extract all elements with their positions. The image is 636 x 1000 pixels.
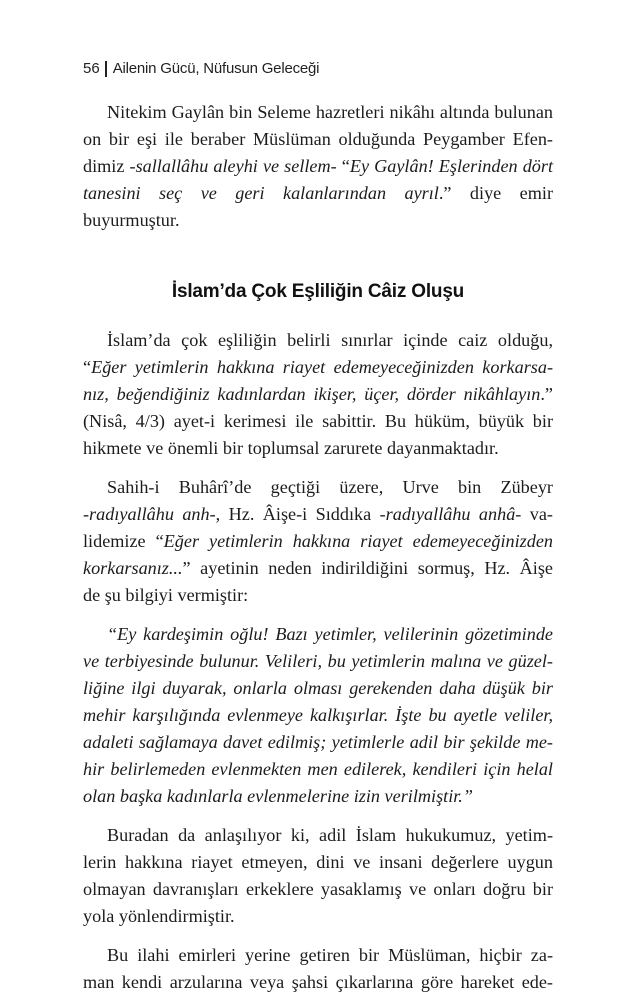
text-line: korkarsanız...” ayetinin neden indirildiğini sormuş, Hz. Âişe <box>83 558 553 578</box>
text-line: olan başka kadınlarla evlenmelerine izin verilmiştir.” <box>83 786 473 806</box>
text-line: liğine ilgi duyarak, onlarla olması gerekenden daha düşük bir <box>83 678 553 698</box>
text-line: hir belirlemeden evlenmekten men edilerek, kendileri için helal <box>83 759 553 779</box>
text-line: de şu bilgiyi vermiştir: <box>83 585 249 605</box>
paragraph-bukhari <box>83 474 553 609</box>
text-line: (Nisâ, 4/3) ayet-i kerimesi ile sabittir. Bu hüküm, büyük bir <box>83 411 553 431</box>
paragraph-polygamy <box>83 327 553 462</box>
text-line: olmayan davranışları erkeklere yasaklamış ve onları doğru bir <box>83 879 553 899</box>
text-line: İslam’da çok eşliliğin belirli sınırlar içinde caiz olduğu, <box>107 330 553 350</box>
text-line: dimiz -sallallâhu aleyhi ve sellem- “Ey Gaylân! Eşlerinden dört <box>83 156 554 176</box>
section-heading: İslam’da Çok Eşliliğin Câiz Oluşu <box>171 281 465 302</box>
text-line: -radıyallâhu anh-, Hz. Âişe-i Sıddıka -radıyallâhu anhâ- va- <box>83 504 553 524</box>
text-line: “Eğer yetimlerin hakkına riayet edemeyeceğinizden korkarsa- <box>83 357 553 377</box>
text-line: yola yönlendirmiştir. <box>83 906 235 926</box>
text-line: Nitekim Gaylân bin Seleme hazretleri nikâhı altında bulunan <box>107 102 553 122</box>
page-body <box>83 99 553 996</box>
text-line: Bu ilahi emirleri yerine getiren bir Müslüman, hiçbir za- <box>107 945 553 965</box>
text-line: nız, beğendiğiniz kadınlardan ikişer, üçer, dörder nikâhlayın.” <box>83 384 553 404</box>
text-line: Buradan da anlaşılıyor ki, adil İslam hukukumuz, yetim- <box>107 825 553 845</box>
running-title: Ailenin Gücü, Nüfusun Geleceği <box>112 60 320 77</box>
text-line: “Ey kardeşimin oğlu! Bazı yetimler, velilerinin gözetiminde <box>107 624 553 644</box>
paragraph-conclusion <box>83 822 553 930</box>
paragraph-muslim <box>83 942 553 996</box>
page-number: 56 <box>83 60 100 77</box>
paragraph-gaylan <box>83 99 553 234</box>
text-line: hikmete ve önemli bir toplumsal zarurete dayanmaktadır. <box>83 438 499 458</box>
text-line: adaleti sağlamaya davet edilmiş; yetimlerle adil bir şekilde me- <box>83 732 553 752</box>
header-separator <box>105 61 107 77</box>
text-line: lerin hakkına riayet etmeyen, dini ve insani değerlere uygun <box>83 852 553 872</box>
text-line: on bir eşi ile beraber Müslüman olduğunda Peygamber Efen- <box>83 129 553 149</box>
text-line: man kendi arzularına veya şahsi çıkarlarına göre hareket ede- <box>83 972 553 992</box>
running-header <box>83 60 319 77</box>
text-line: lidemize “Eğer yetimlerin hakkına riayet edemeyeceğinizden <box>83 531 553 551</box>
text-line: mehir karşılığında evlenmeye kalkışırlar. İşte bu ayetle veliler, <box>83 705 553 725</box>
text-line: ve terbiyesinde bulunur. Velileri, bu yetimlerin malına ve güzel- <box>83 651 553 671</box>
text-line: Sahih-i Buhârî’de geçtiği üzere, Urve bin Zübeyr <box>107 477 553 497</box>
quote-aisha <box>83 621 553 810</box>
text-line: tanesini seç ve geri kalanlarından ayrıl.” diye emir buyurmuştur. <box>83 183 553 230</box>
